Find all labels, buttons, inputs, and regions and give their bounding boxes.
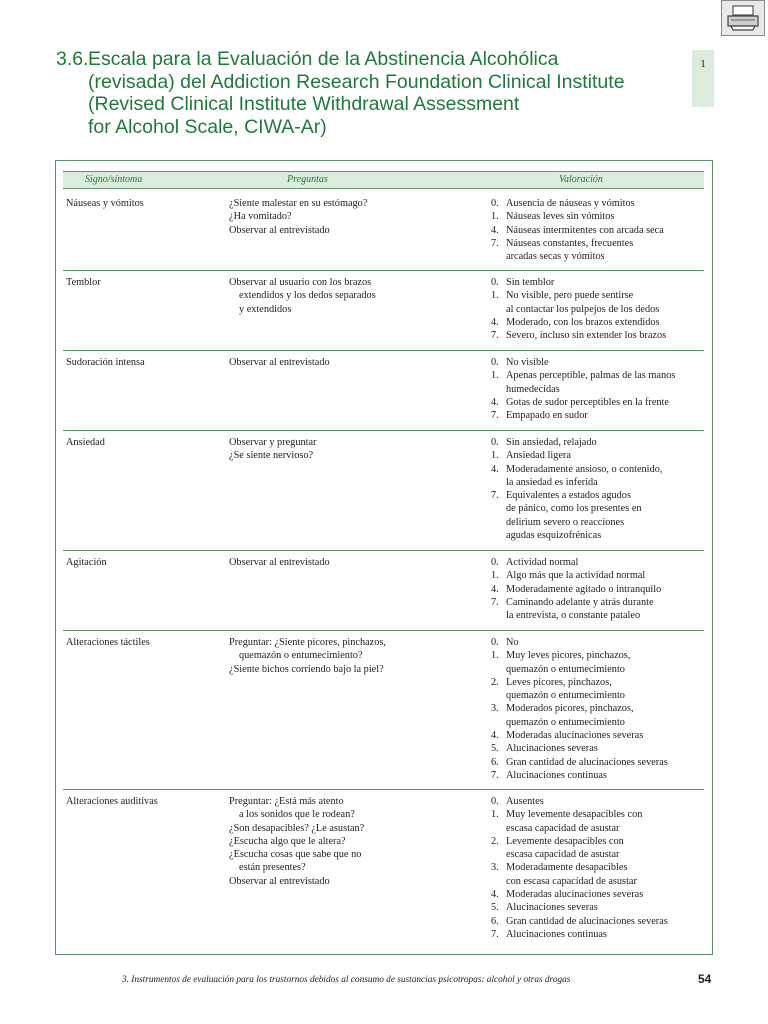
rating-option bbox=[491, 649, 706, 662]
rating-text: Muy leves picores, pinchazos, bbox=[506, 650, 631, 662]
rating-text: quemazón o entumecimiento bbox=[506, 663, 625, 675]
rating-score: 6. bbox=[491, 756, 499, 768]
rating-text: la entrevista, o constante pataleo bbox=[506, 610, 641, 622]
question-line: ¿Escucha algo que le altera? bbox=[229, 835, 346, 847]
rating-score: 6. bbox=[491, 915, 499, 927]
rating-text: Moderadamente agitado o intranquilo bbox=[506, 583, 662, 595]
ratings-cell bbox=[491, 795, 706, 941]
rating-option bbox=[491, 463, 706, 476]
rating-option bbox=[491, 449, 706, 462]
rating-text: Alucinaciones severas bbox=[506, 743, 598, 755]
rating-score: 2. bbox=[491, 835, 499, 847]
title-line: (Revised Clinical Institute Withdrawal Assessment bbox=[88, 93, 520, 115]
sign-cell: Ansiedad bbox=[66, 437, 105, 448]
title-line: 3.6.Escala para la Evaluación de la Abstinencia Alcohólica bbox=[56, 48, 559, 70]
rating-text: quemazón o entumecimiento bbox=[506, 690, 625, 702]
title-line: for Alcohol Scale, CIWA-Ar) bbox=[88, 115, 327, 138]
rating-score: 4. bbox=[491, 730, 499, 742]
sign-cell: Alteraciones táctiles bbox=[66, 637, 150, 648]
rating-text: Muy levemente desapacibles con bbox=[506, 809, 643, 821]
rating-score: 5. bbox=[491, 743, 499, 755]
rating-score: 5. bbox=[491, 902, 499, 914]
rating-score: 2. bbox=[491, 676, 499, 688]
table-row bbox=[63, 270, 704, 351]
rating-option bbox=[491, 875, 706, 888]
rating-text: Equivalentes a estados agudos bbox=[506, 490, 631, 502]
ratings-cell bbox=[491, 276, 706, 342]
rating-score: 1. bbox=[491, 370, 499, 382]
question-line: ¿Siente bichos corriendo bajo la piel? bbox=[229, 663, 384, 675]
table-row bbox=[63, 550, 704, 631]
table-row bbox=[63, 350, 704, 431]
header-questions: Preguntas bbox=[287, 174, 328, 185]
table-row bbox=[63, 630, 704, 790]
ratings-cell bbox=[491, 197, 706, 263]
rating-option bbox=[491, 663, 706, 676]
footer-text: 3. Instrumentos de evaluación para los trastornos debidos al consumo de sustancias psicotropas: alcohol y otras drogas bbox=[122, 975, 571, 985]
rating-score: 7. bbox=[491, 596, 499, 608]
rating-score: 0. bbox=[491, 637, 499, 648]
rating-text: de pánico, como los presentes en bbox=[506, 503, 642, 515]
rating-text: Actividad normal bbox=[506, 557, 579, 568]
page-title bbox=[56, 48, 686, 138]
questions-cell bbox=[229, 636, 479, 676]
question-line: están presentes? bbox=[239, 862, 306, 874]
rating-text: Caminando adelante y atrás durante bbox=[506, 596, 654, 608]
rating-option bbox=[491, 569, 706, 582]
rating-option bbox=[491, 356, 706, 369]
question-line: quemazón o entumecimiento? bbox=[239, 650, 363, 662]
sign-cell: Temblor bbox=[66, 277, 101, 288]
rating-score: 3. bbox=[491, 703, 499, 715]
rating-option bbox=[491, 237, 706, 250]
rating-score: 0. bbox=[491, 357, 499, 368]
rating-score: 1. bbox=[491, 290, 499, 302]
sign-cell: Náuseas y vómitos bbox=[66, 198, 144, 209]
rating-score: 4. bbox=[491, 889, 499, 901]
print-button[interactable] bbox=[721, 0, 765, 36]
rating-text: Náuseas constantes, frecuentes bbox=[506, 237, 634, 249]
rating-text: Algo más que la actividad normal bbox=[506, 570, 646, 582]
question-line: ¿Siente malestar en su estómago? bbox=[229, 198, 368, 209]
rating-option bbox=[491, 795, 706, 808]
rating-score: 7. bbox=[491, 490, 499, 502]
rating-score: 4. bbox=[491, 316, 499, 328]
rating-text: Apenas perceptible, palmas de las manos bbox=[506, 370, 676, 382]
question-line: ¿Se siente nervioso? bbox=[229, 450, 314, 462]
rating-score: 1. bbox=[491, 450, 499, 462]
question-line: Observar al entrevistado bbox=[229, 357, 330, 368]
page-number: 54 bbox=[698, 972, 712, 986]
question-line: y extendidos bbox=[239, 303, 292, 315]
rating-text: Empapado en sudor bbox=[506, 410, 588, 422]
rating-text: Moderadamente desapacibles bbox=[506, 862, 628, 874]
question-line: Observar al usuario con los brazos bbox=[229, 277, 372, 288]
rating-text: Gran cantidad de alucinaciones severas bbox=[506, 756, 668, 768]
rating-option bbox=[491, 835, 706, 848]
rating-text: Moderadamente ansioso, o contenido, bbox=[506, 463, 663, 475]
rating-text: Moderado, con los brazos extendidos bbox=[506, 316, 660, 328]
sign-cell: Sudoración intensa bbox=[66, 357, 145, 368]
rating-text: Levemente desapacibles con bbox=[506, 835, 624, 847]
rating-option bbox=[491, 583, 706, 596]
rating-option bbox=[491, 676, 706, 689]
rating-option bbox=[491, 316, 706, 329]
questions-cell bbox=[229, 356, 479, 369]
rating-option bbox=[491, 529, 706, 542]
section-number: 3.6. bbox=[56, 48, 89, 70]
question-line: Observar y preguntar bbox=[229, 437, 317, 448]
rating-score: 7. bbox=[491, 769, 499, 781]
rating-option bbox=[491, 197, 706, 210]
rating-text: Sin ansiedad, relajado bbox=[506, 437, 597, 448]
rating-option bbox=[491, 409, 706, 422]
rating-option bbox=[491, 276, 706, 289]
rating-text: Náuseas intermitentes con arcada seca bbox=[506, 224, 664, 236]
rating-score: 1. bbox=[491, 809, 499, 821]
rating-option bbox=[491, 383, 706, 396]
ratings-cell bbox=[491, 356, 706, 422]
rating-text: No bbox=[506, 637, 519, 648]
question-line: Preguntar: ¿Está más atento bbox=[229, 796, 344, 807]
rating-text: Severo, incluso sin extender los brazos bbox=[506, 330, 667, 342]
rating-option bbox=[491, 250, 706, 263]
rating-text: Alucinaciones continuas bbox=[506, 928, 607, 940]
rating-option bbox=[491, 742, 706, 755]
rating-text: No visible, pero puede sentirse bbox=[506, 290, 634, 302]
question-line: Preguntar: ¿Siente picores, pinchazos, bbox=[229, 637, 386, 648]
rating-text: Ausentes bbox=[506, 796, 544, 807]
rating-score: 0. bbox=[491, 557, 499, 568]
rating-option bbox=[491, 729, 706, 742]
rating-option bbox=[491, 609, 706, 622]
question-line: a los sonidos que le rodean? bbox=[239, 809, 355, 821]
questions-cell bbox=[229, 556, 479, 569]
rating-option bbox=[491, 915, 706, 928]
rating-option bbox=[491, 689, 706, 702]
table-row bbox=[63, 789, 704, 949]
rating-text: Gran cantidad de alucinaciones severas bbox=[506, 915, 668, 927]
ratings-cell bbox=[491, 436, 706, 542]
rating-option bbox=[491, 224, 706, 237]
rating-option bbox=[491, 556, 706, 569]
rating-option bbox=[491, 808, 706, 821]
question-line: Observar al entrevistado bbox=[229, 875, 330, 887]
chapter-badge: 1 bbox=[692, 50, 714, 107]
rating-option bbox=[491, 303, 706, 316]
questions-cell bbox=[229, 795, 479, 888]
rating-text: Gotas de sudor perceptibles en la frente bbox=[506, 396, 669, 408]
rating-score: 4. bbox=[491, 583, 499, 595]
question-line: Observar al entrevistado bbox=[229, 557, 330, 568]
rating-option bbox=[491, 769, 706, 782]
question-line: Observar al entrevistado bbox=[229, 224, 330, 236]
rating-text: escasa capacidad de asustar bbox=[506, 849, 620, 861]
rating-score: 3. bbox=[491, 862, 499, 874]
rating-score: 7. bbox=[491, 237, 499, 249]
rating-option bbox=[491, 822, 706, 835]
rating-option bbox=[491, 516, 706, 529]
question-line: ¿Escucha cosas que sabe que no bbox=[229, 849, 362, 861]
title-line: (revisada) del Addiction Research Foundation Clinical Institute bbox=[88, 70, 625, 93]
sign-cell: Agitación bbox=[66, 557, 107, 568]
rating-option bbox=[491, 756, 706, 769]
table-header bbox=[63, 171, 704, 189]
rating-option bbox=[491, 636, 706, 649]
rating-score: 1. bbox=[491, 211, 499, 223]
rating-text: Leves picores, pinchazos, bbox=[506, 676, 612, 688]
rating-text: Sin temblor bbox=[506, 277, 555, 288]
rating-score: 4. bbox=[491, 396, 499, 408]
rating-option bbox=[491, 476, 706, 489]
question-line: ¿Ha vomitado? bbox=[229, 211, 292, 223]
rating-option bbox=[491, 928, 706, 941]
table-row bbox=[63, 430, 704, 551]
rating-option bbox=[491, 289, 706, 302]
rating-text: al contactar los pulpejos de los dedos bbox=[506, 303, 660, 315]
rating-option bbox=[491, 702, 706, 715]
question-line: ¿Son desapacibles? ¿Le asustan? bbox=[229, 822, 365, 834]
rating-option bbox=[491, 436, 706, 449]
rating-text: Moderados picores, pinchazos, bbox=[506, 703, 634, 715]
rating-option bbox=[491, 596, 706, 609]
rating-option bbox=[491, 848, 706, 861]
rating-text: Ansiedad ligera bbox=[506, 450, 571, 462]
rating-text: arcadas secas y vómitos bbox=[506, 251, 605, 263]
printer-icon bbox=[725, 4, 761, 32]
rating-score: 0. bbox=[491, 437, 499, 448]
rating-score: 4. bbox=[491, 224, 499, 236]
rating-score: 1. bbox=[491, 570, 499, 582]
rating-text: la ansiedad es inferida bbox=[506, 476, 598, 488]
rating-text: agudas esquizofrénicas bbox=[506, 530, 602, 542]
sign-cell: Alteraciones auditivas bbox=[66, 796, 158, 807]
rating-option bbox=[491, 210, 706, 223]
rating-option bbox=[491, 489, 706, 502]
rating-text: Náuseas leves sin vómitos bbox=[506, 211, 615, 223]
rating-score: 1. bbox=[491, 650, 499, 662]
questions-cell bbox=[229, 276, 479, 316]
rating-text: escasa capacidad de asustar bbox=[506, 822, 620, 834]
rating-score: 0. bbox=[491, 277, 499, 288]
question-line: extendidos y los dedos separados bbox=[239, 290, 376, 302]
rating-text: humedecidas bbox=[506, 383, 560, 395]
rating-option bbox=[491, 396, 706, 409]
questions-cell bbox=[229, 436, 479, 463]
table-row bbox=[63, 191, 704, 271]
rating-text: Moderadas alucinaciones severas bbox=[506, 889, 644, 901]
rating-score: 7. bbox=[491, 410, 499, 422]
rating-score: 0. bbox=[491, 198, 499, 209]
rating-text: con escasa capacidad de asustar bbox=[506, 875, 637, 887]
rating-text: delirium severo o reacciones bbox=[506, 516, 625, 528]
rating-option bbox=[491, 861, 706, 874]
header-ratings: Valoración bbox=[559, 174, 603, 185]
rating-score: 7. bbox=[491, 330, 499, 342]
rating-option bbox=[491, 369, 706, 382]
rating-option bbox=[491, 502, 706, 515]
rating-score: 0. bbox=[491, 796, 499, 807]
questions-cell bbox=[229, 197, 479, 237]
rating-text: Alucinaciones continuas bbox=[506, 769, 607, 781]
rating-option bbox=[491, 329, 706, 342]
table-frame bbox=[55, 160, 713, 955]
rating-text: Alucinaciones severas bbox=[506, 902, 598, 914]
rating-text: quemazón o entumecimiento bbox=[506, 716, 625, 728]
rating-option bbox=[491, 888, 706, 901]
rating-score: 7. bbox=[491, 928, 499, 940]
rating-option bbox=[491, 716, 706, 729]
header-sign: Signo/síntoma bbox=[85, 174, 143, 185]
ratings-cell bbox=[491, 636, 706, 782]
rating-option bbox=[491, 901, 706, 914]
rating-text: Ausencia de náuseas y vómitos bbox=[506, 198, 635, 209]
rating-text: Moderadas alucinaciones severas bbox=[506, 730, 644, 742]
rating-score: 4. bbox=[491, 463, 499, 475]
ratings-cell bbox=[491, 556, 706, 622]
rating-text: No visible bbox=[506, 357, 549, 368]
